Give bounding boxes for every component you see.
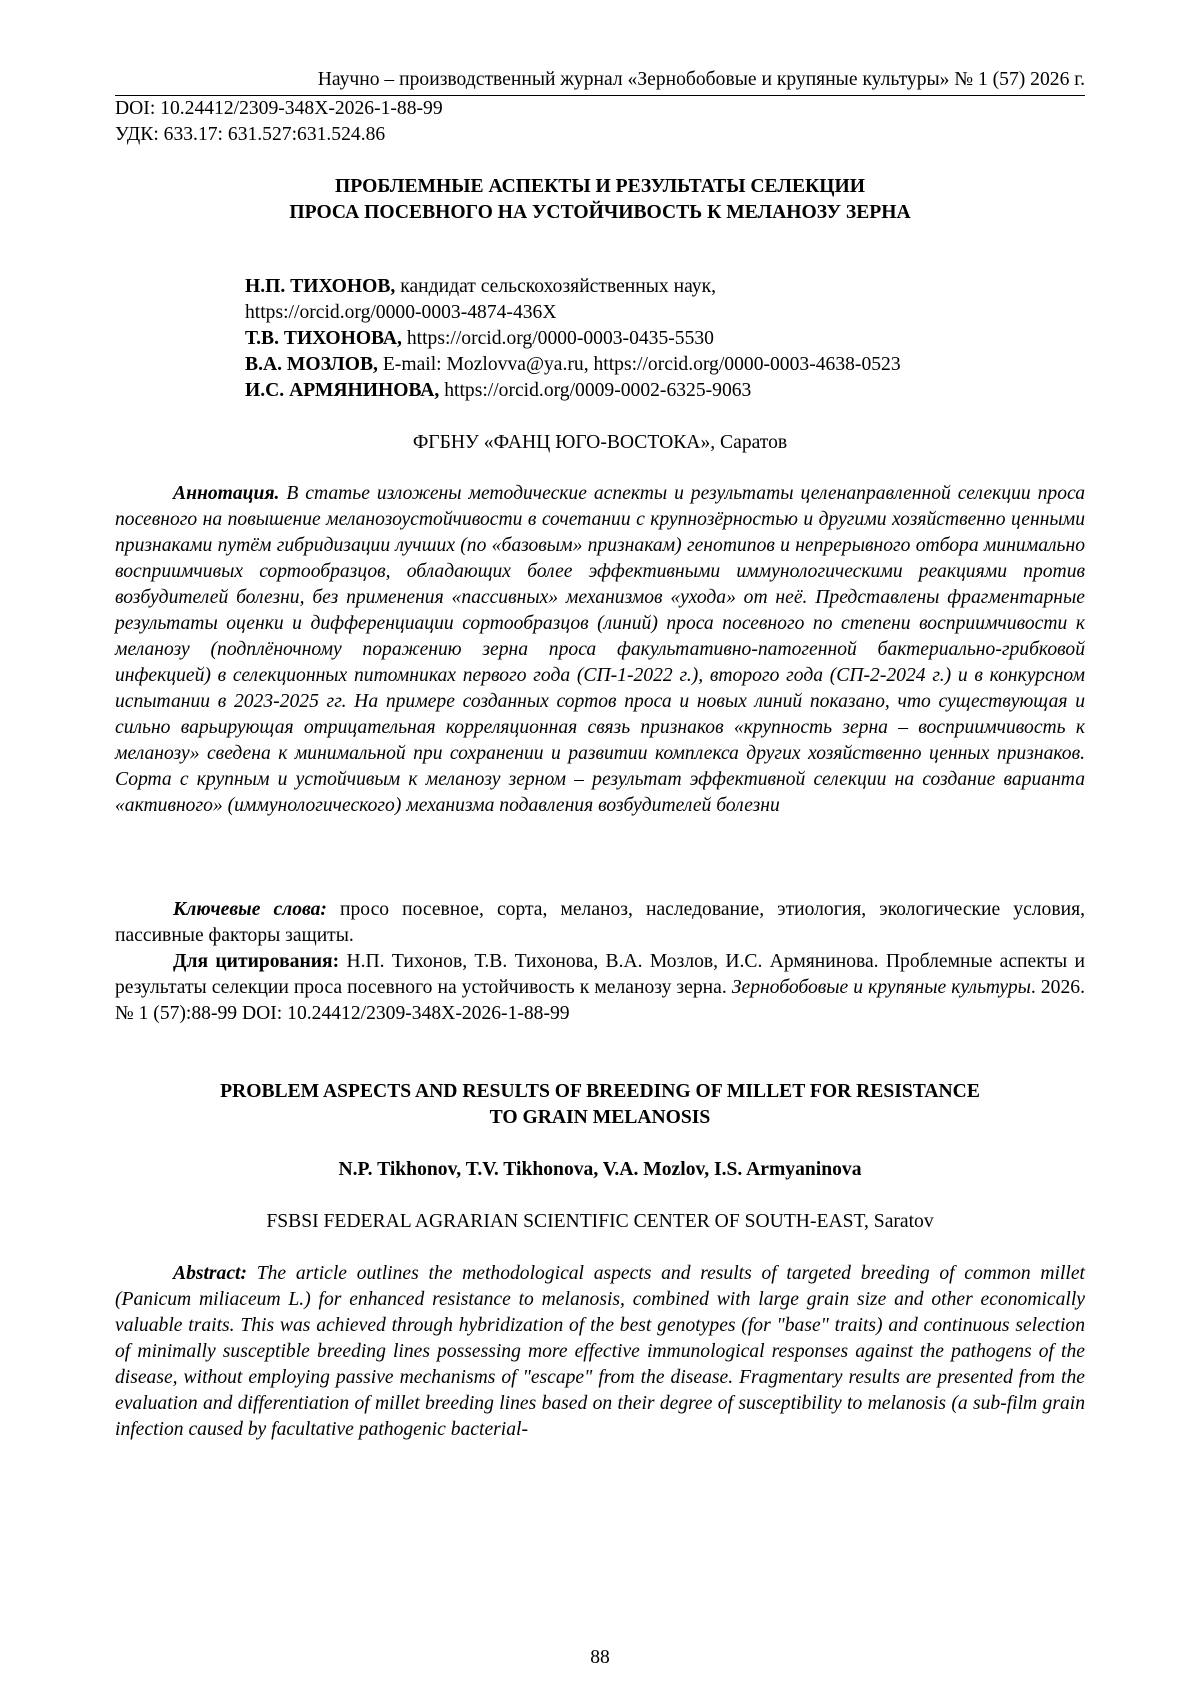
citation-text-2: . 2026. № 1 (57):88-99 DOI: 10.24412/2309-348X-2026-1-88-99 (115, 977, 1085, 1024)
title-ru-line-2: ПРОСА ПОСЕВНОГО НА УСТОЙЧИВОСТЬ К МЕЛАНОЗУ ЗЕРНА (289, 202, 911, 223)
citation-ru (115, 949, 1085, 1027)
affiliation-ru: ФГБНУ «ФАНЦ ЮГО-ВОСТОКА», Саратов (412, 432, 788, 453)
keywords-label: Ключевые слова: (173, 899, 327, 920)
citation-text-1: Н.П. Тихонов, Т.В. Тихонова, В.А. Мозлов, И.С. Армянинова. Проблемные аспекты и результаты селекции проса посевного на устойчивость к меланозу зерна. (115, 951, 1085, 998)
abstract-text: The article outlines the methodological aspects and results of targeted breeding of common millet (Panicum miliaceum L.) for enhanced resistance to melanosis, combined with large grain size and other economically valuable traits. This was achieved through hybridization of the best genotypes (for "base" traits) and continuous selection of minimally susceptible breeding lines possessing more effective immunological responses against the pathogens of the disease, without employing passive mechanisms of "escape" from the disease. Fragmentary results are presented from the evaluation and differentiation of millet breeding lines based on their degree of susceptibility to melanosis (a sub-film grain infection caused by facultative pathogenic bacterial- (115, 1263, 1085, 1440)
author-name: Т.В. ТИХОНОВА, (245, 328, 402, 349)
citation-label: Для цитирования: (173, 951, 340, 972)
doi-line: DOI: 10.24412/2309-348X-2026-1-88-99 (115, 98, 443, 119)
author-details: https://orcid.org/0009-0002-6325-9063 (439, 380, 752, 401)
title-en-line-2: TO GRAIN MELANOSIS (489, 1107, 711, 1128)
author-details: кандидат сельскохозяйственных наук, (395, 276, 717, 297)
title-en-line-1: PROBLEM ASPECTS AND RESULTS OF BREEDING OF MILLET FOR RESISTANCE (220, 1081, 980, 1102)
author-name: В.А. МОЗЛОВ, (245, 354, 378, 375)
abstract-en (115, 1261, 1085, 1443)
abstract-label: Abstract: (173, 1263, 248, 1284)
author-details: E-mail: Mozlovva@ya.ru, https://orcid.org/0000-0003-4638-0523 (377, 354, 901, 375)
author-row (245, 300, 1085, 326)
author-row (245, 326, 1085, 352)
annotation-label: Аннотация. (173, 483, 280, 504)
udk-line: УДК: 633.17: 631.527:631.524.86 (115, 124, 386, 145)
author-row (245, 352, 1085, 378)
keywords-ru (115, 897, 1085, 949)
journal-running-header: Научно – производственный журнал «Зернобобовые и крупяные культуры» № 1 (57) 2026 г. (317, 69, 1085, 90)
author-name: И.С. АРМЯНИНОВА, (245, 380, 440, 401)
authors-ru (245, 274, 1085, 404)
author-details: https://orcid.org/0000-0003-4874-436X (245, 302, 557, 323)
author-details: https://orcid.org/0000-0003-0435-5530 (401, 328, 714, 349)
title-ru-line-1: ПРОБЛЕМНЫЕ АСПЕКТЫ И РЕЗУЛЬТАТЫ СЕЛЕКЦИИ (335, 176, 865, 197)
keywords-text: просо посевное, сорта, меланоз, наследование, этиология, экологические условия, пассивные факторы защиты. (115, 899, 1085, 946)
author-row (245, 274, 1085, 300)
annotation-ru (115, 481, 1085, 819)
article-page (115, 0, 1085, 1698)
citation-journal: Зернобобовые и крупяные культуры (731, 977, 1031, 998)
author-name: Н.П. ТИХОНОВ, (245, 276, 396, 297)
page-number: 88 (590, 1647, 610, 1668)
author-row (245, 378, 1085, 404)
affiliation-en: FSBSI FEDERAL AGRARIAN SCIENTIFIC CENTER OF SOUTH-EAST, Saratov (266, 1211, 934, 1232)
authors-en: N.P. Tikhonov, T.V. Tikhonova, V.A. Mozlov, I.S. Armyaninova (338, 1159, 862, 1180)
annotation-text: В статье изложены методические аспекты и результаты целенаправленной селекции проса посевного на повышение меланозоустойчивости в сочетании с крупнозёрностью и другими хозяйственно ценными признаками путём гибридизации лучших (по «базовым» признакам) генотипов и непрерывного отбора минимально восприимчивых сортообразцов, обладающих более эффективными иммунологическими реакциями против возбудителей болезни, без применения «пассивных» механизмов «ухода» от неё. Представлены фрагментарные результаты оценки и дифференциации сортообразцов (линий) проса посевного по степени восприимчивости к меланозу (подплёночному поражению зерна проса факультативно-патогенной бактериально-грибковой инфекцией) в селекционных питомниках первого года (СП-1-2022 г.), второго года (СП-2-2024 г.) и в конкурсном испытании в 2023-2025 гг. На примере созданных сортов проса и новых линий показано, что существующая и сильно варьирующая отрицательная корреляционная связь признаков «крупность зерна – восприимчивость к меланозу» сведена к минимальной при сохранении и развитии комплекса других хозяйственно ценных признаков. Сорта с крупным и устойчивым к меланозу зерном – результат эффективной селекции на создание варианта «активного» (иммунологического) механизма подавления возбудителей болезни (115, 483, 1085, 816)
